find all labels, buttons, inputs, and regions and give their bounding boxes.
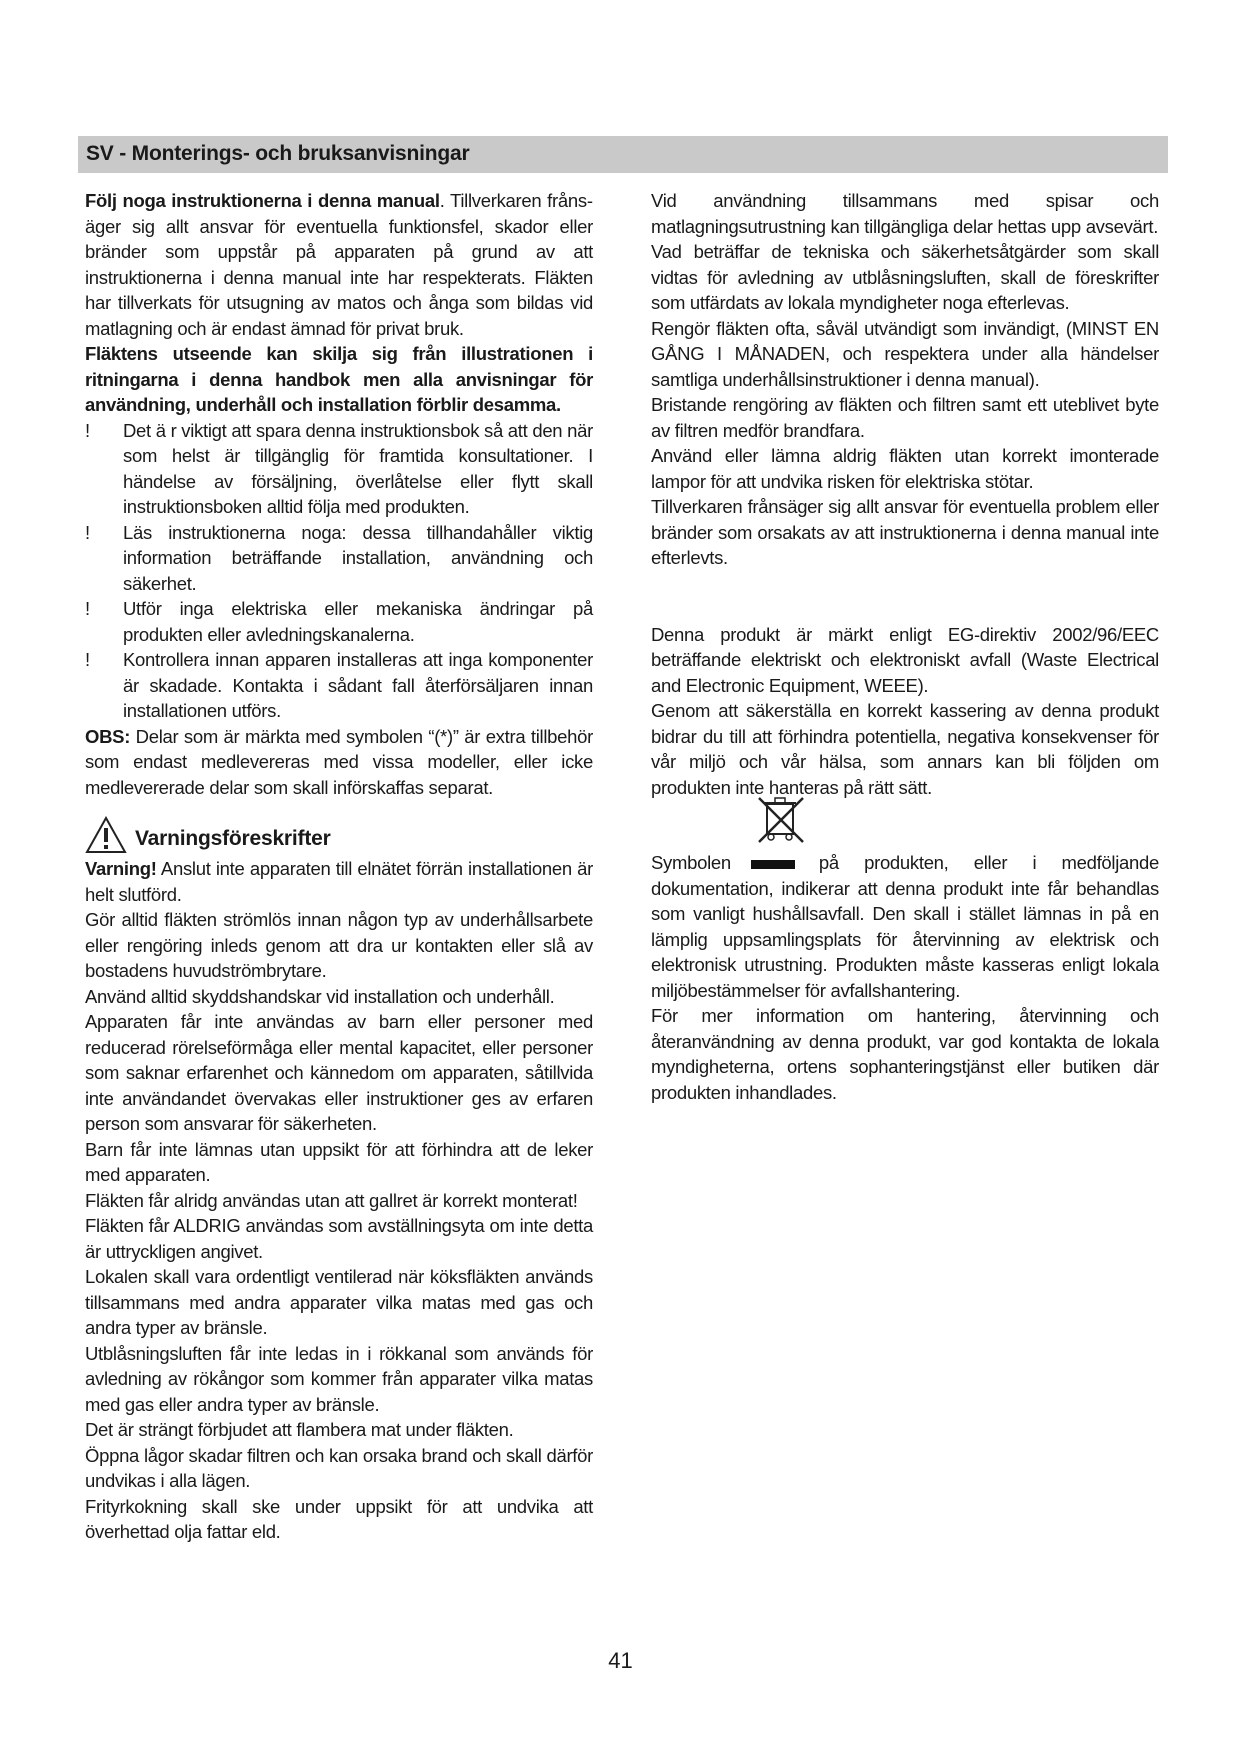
obs-text: Delar som är märkta med symbolen “(*)” är extra tillbehör som endast medlevereras med vissa modeller, eller icke medlevererade delar som skall införskaffas separat.: [85, 725, 593, 798]
usage-paragraph: Tillverkaren frånsäger sig allt ansvar för eventuella problem eller bränder som orsakats av att instruktionerna i denna manual inte efterlevts.: [651, 496, 1159, 568]
safety-paragraph: Använd alltid skyddshandskar vid installation och underhåll.: [85, 985, 555, 1007]
intro-bold: Följ noga instruktionerna i denna manual: [85, 190, 440, 211]
safety-paragraph: Öppna lågor skadar filtren och kan orsaka brand och skall därför undvikas i alla lägen.: [85, 1444, 593, 1491]
warnings-title: Varningsföreskrifter: [135, 827, 331, 850]
intro-paragraph: [85, 188, 593, 341]
bullet-mark: !: [85, 521, 90, 543]
bar-symbol-icon: [751, 860, 795, 869]
symbol-word: Symbolen: [651, 852, 731, 873]
bullet-text: Läs instruktionerna noga: dessa tillhandahåller viktig information beträffande installation, användning och säkerhet.: [123, 521, 593, 594]
usage-paragraph: Rengör fläkten ofta, såväl utvändigt som invändigt, (MINST EN GÅNG I MÅNADEN, och respektera under alla händelser samtliga underhållsinstruktioner i denna manual).: [651, 317, 1159, 390]
warning-text: Anslut inte apparaten till elnätet förrän installationen är helt slutförd.: [85, 858, 593, 905]
safety-paragraph: Lokalen skall vara ordentligt ventilerad när köksfläkten används tillsammans med andra apparater vilka matas med gas och andra typer av bränsle.: [85, 1266, 593, 1338]
weee-paragraph: Denna produkt är märkt enligt EG-direktiv 2002/96/EEC beträffande elektriskt och elektroniskt avfall (Waste Electrical and Electronic Equipment, WEEE).: [651, 623, 1159, 696]
symbol-text: på produkten, eller i medföljande dokumentation, indikerar att denna produkt inte får behandlas som vanligt hushållsavfall. Den skall i stället lämnas in på en lämplig uppsamlingsplats för återvinning av elektrisk och elektronisk utrustning. Produkten måste kasseras enligt lokala miljöbestämmelser för avfallshantering.: [651, 852, 1159, 1001]
safety-paragraph: Det är strängt förbjudet att flambera mat under fläkten.: [85, 1419, 514, 1440]
safety-paragraph: Fläkten får ALDRIG användas som avställningsyta om inte detta är uttryckligen angivet.: [85, 1215, 593, 1262]
safety-paragraph: Barn får inte lämnas utan uppsikt för att förhindra att de leker med apparaten.: [85, 1138, 593, 1185]
bullet-mark: !: [85, 419, 90, 441]
obs-paragraph: [85, 724, 593, 801]
weee-icon-row: [651, 800, 1159, 850]
warning-triangle-icon: [85, 816, 127, 861]
crossed-out-wheelie-bin-icon: [753, 794, 809, 853]
right-column: [651, 188, 1159, 1105]
appearance-note: Fläktens utseende kan skilja sig från illustrationen i ritningarna i denna handbok men alla anvisningar för användning, underhåll och installation förblir desamma.: [85, 343, 593, 415]
intro-text: . Tillverkaren frånsäger sig allt ansvar för eventuella funktionsfel, skador eller bränder som uppstår på apparaten på grund av att instruktionerna i denna manual inte har respekterats. Fläkten har tillverkats för utsugning av matos och ånga som bildas vid matlagning och är endast ämnad för privat bruk.: [85, 190, 593, 339]
bullet-item: [85, 596, 593, 647]
usage-paragraph: Vad beträffar de tekniska och säkerhetsåtgärder som skall vidtas för avledning av utblåsningsluften, skall de föreskrifter som utfärdats av lokala myndigheter noga efterlevas.: [651, 241, 1159, 313]
symbol-paragraph: [651, 850, 1159, 1003]
bullet-mark: !: [85, 649, 90, 670]
bullet-item: [85, 647, 593, 724]
safety-paragraph: Frityrkokning skall ske under uppsikt för att undvika att överhettad olja fattar eld.: [85, 1495, 593, 1542]
obs-label: OBS:: [85, 725, 131, 747]
bullet-text: Kontrollera innan apparen installeras att inga komponenter är skadade. Kontakta i sådant fall återförsäljaren innan installationen utförs.: [123, 649, 593, 721]
bullet-item: [85, 520, 593, 597]
weee-paragraph: Genom att säkerställa en korrekt kassering av denna produkt bidrar du till att förhindra potentiella, negativa konsekvenser för vår miljö och vår hälsa, som annars kan bli följden om produkten inte hanteras på rätt sätt.: [651, 700, 1159, 798]
bullet-text: Utför inga elektriska eller mekaniska ändringar på produkten eller avledningskanalerna.: [123, 598, 593, 645]
section-header-bar: [78, 136, 1168, 173]
warning-label: Varning!: [85, 858, 157, 879]
section-title: SV - Monterings- och bruksanvisningar: [86, 142, 470, 165]
warning-paragraph: [85, 856, 593, 907]
left-column: [85, 188, 593, 1545]
safety-paragraph: Gör alltid fläkten strömlös innan någon typ av underhållsarbete eller rengöring inleds genom att dra ur kontakten eller slå av bostadens huvudströmbrytare.: [85, 909, 593, 981]
page-number: 41: [608, 1648, 633, 1673]
info-paragraph: För mer information om hantering, återvinning och återanvändning av denna produkt, var god kontakta de lokala myndigheterna, ortens sophanteringstjänst eller butiken där produkten inhandlades.: [651, 1005, 1159, 1103]
usage-paragraph: Vid användning tillsammans med spisar och matlagningsutrustning kan tillgängliga delar hettas upp avsevärt.: [651, 190, 1159, 237]
bullet-item: [85, 418, 593, 520]
usage-paragraph: Använd eller lämna aldrig fläkten utan korrekt imonterade lampor för att undvika risken för elektriska stötar.: [651, 445, 1159, 492]
safety-paragraph: Utblåsningsluften får inte ledas in i rökkanal som används för avledning av rökångor som kommer från apparater vilka matas med gas eller andra typer av bränsle.: [85, 1342, 593, 1415]
usage-paragraph: Bristande rengöring av fläkten och filtren samt ett uteblivet byte av filtren medför brandfara.: [651, 394, 1159, 441]
bullet-text: Det ä r viktigt att spara denna instruktionsbok så att den när som helst är tillgänglig för framtida konsultationer. I händelse av försäljning, överlåtelse eller flytt skall instruktionsboken alltid följa med produkten.: [123, 419, 593, 517]
warnings-heading: [85, 822, 593, 856]
safety-paragraph: Fläkten får alridg användas utan att gallret är korrekt monterat!: [85, 1189, 578, 1211]
column-spacer: [651, 571, 1159, 622]
bullet-mark: !: [85, 598, 90, 619]
safety-paragraph: Apparaten får inte användas av barn eller personer med reducerad rörelseförmåga eller mental kapacitet, eller personer som saknar erfarenhet och kännedom om apparaten, såtillvida inte användandet övervakas eller instruktioner ges av erfaren person som ansvarar för säkerheten.: [85, 1011, 593, 1134]
